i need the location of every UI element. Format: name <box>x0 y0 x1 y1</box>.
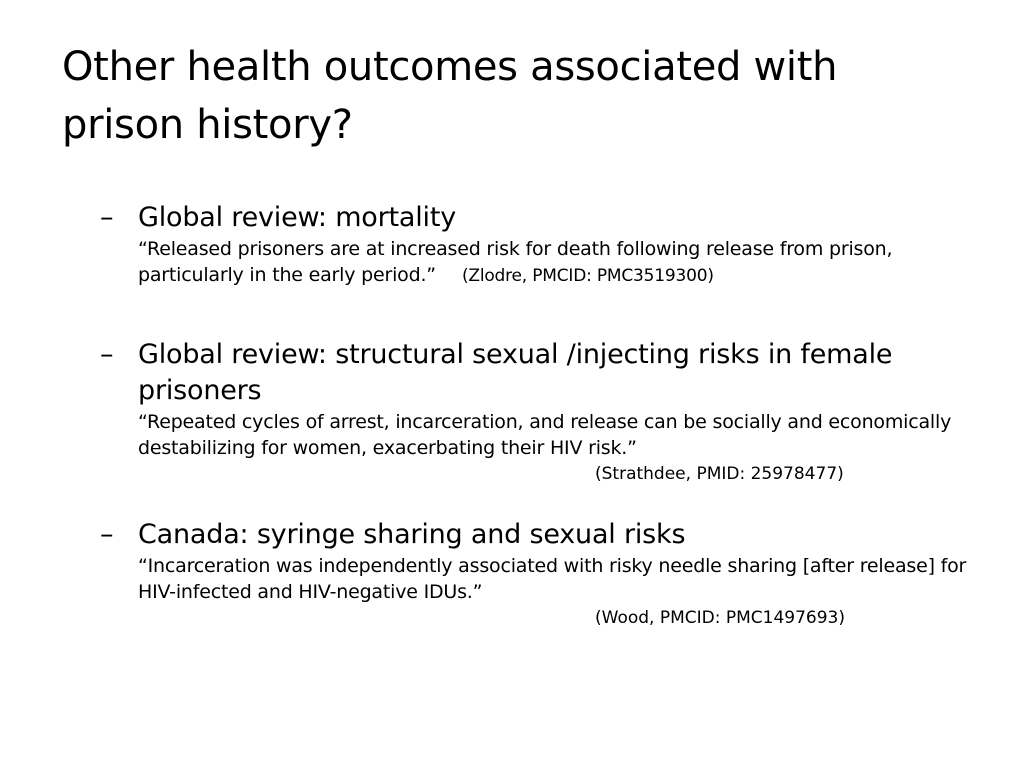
bullet-quote: “Repeated cycles of arrest, incarceration, and release can be socially and economically destabilizing for women, exacerbating their HIV risk.” <box>138 411 952 459</box>
bullet-item-female-prisoners <box>100 337 980 487</box>
dash-marker: – <box>100 202 114 233</box>
slide-title: Other health outcomes associated with prison history? <box>62 44 838 148</box>
dash-marker: – <box>100 339 114 370</box>
bullet-item-mortality <box>100 200 980 289</box>
bullet-list <box>100 200 980 631</box>
bullet-heading: Canada: syringe sharing and sexual risks <box>138 519 686 550</box>
bullet-item-canada <box>100 517 980 631</box>
bullet-citation: (Strathdee, PMID: 25978477) <box>595 464 844 484</box>
bullet-heading: Global review: mortality <box>138 202 457 233</box>
dash-marker: – <box>100 519 114 550</box>
bullet-heading: Global review: structural sexual /injecting risks in female prisoners <box>138 339 893 406</box>
bullet-quote: “Incarceration was independently associated with risky needle sharing [after release] for HIV-infected and HIV-negative IDUs.” <box>138 555 967 603</box>
bullet-quote-block <box>138 236 980 289</box>
bullet-quote: “Released prisoners are at increased risk for death following release from prison, particularly in the early period.” <box>138 238 893 286</box>
bullet-citation: (Zlodre, PMCID: PMC3519300) <box>461 266 714 286</box>
bullet-citation: (Wood, PMCID: PMC1497693) <box>595 608 846 628</box>
